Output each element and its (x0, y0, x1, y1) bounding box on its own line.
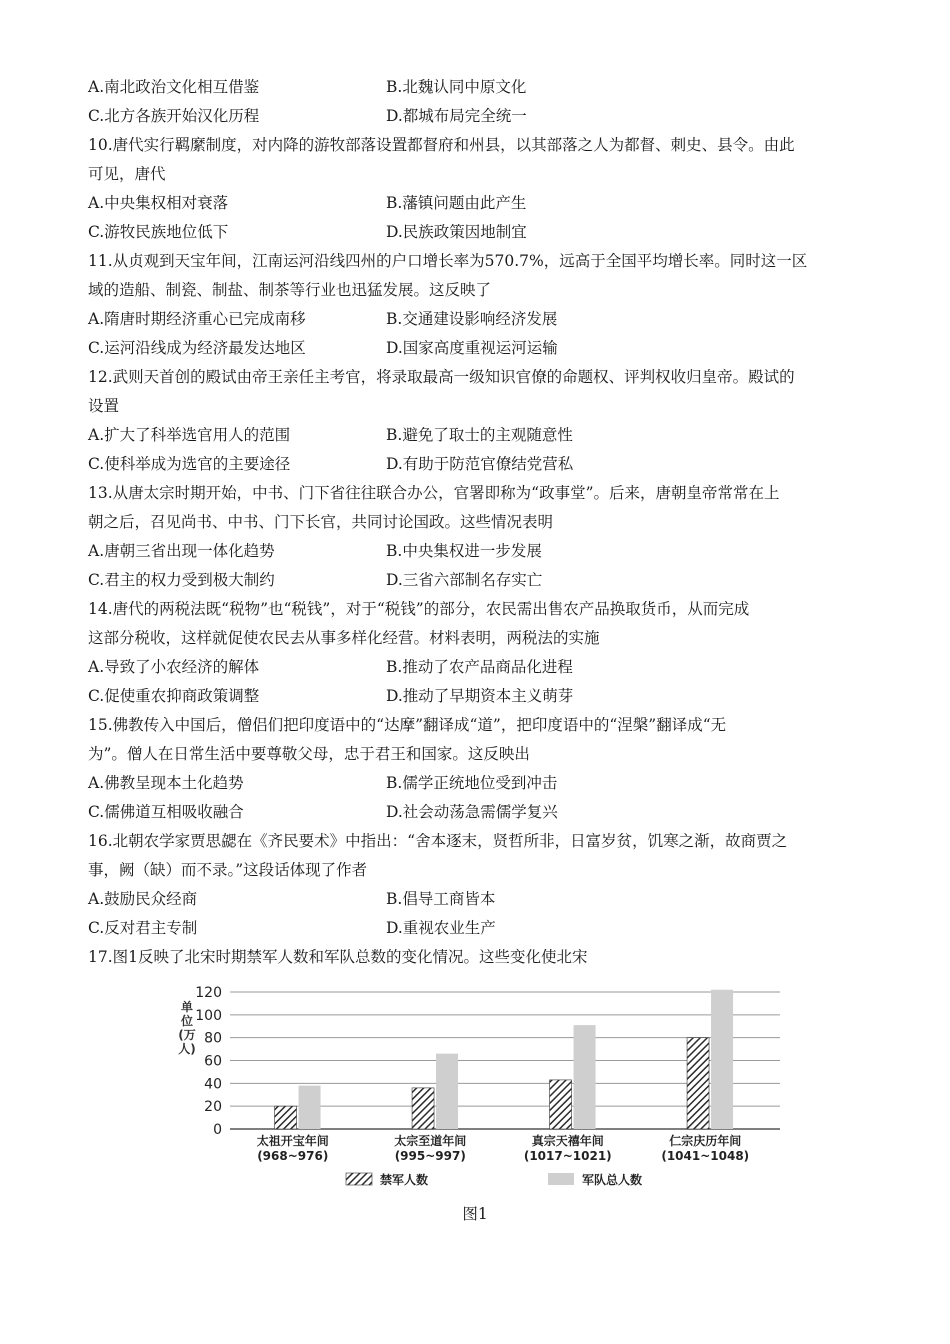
answer-option: B.推动了农产品商品化进程 (386, 658, 573, 676)
question-text-line: 14.唐代的两税法既“税物”也“税钱”，对于“税钱”的部分，农民需出售农产品换取货币，从而完成 (88, 600, 750, 618)
answer-option: D.国家高度重视运河运输 (386, 339, 558, 357)
bar-total-army (436, 1054, 458, 1129)
question-text-line: 11.从贞观到天宝年间，江南运河沿线四州的户口增长率为570.7%，远高于全国平均增长率。同时这一区 (88, 252, 808, 270)
legend-label: 禁军人数 (380, 1173, 429, 1187)
bar-total-army (299, 1086, 321, 1129)
option-row (88, 308, 868, 330)
answer-option: D.重视农业生产 (386, 919, 496, 937)
option-row (88, 76, 868, 98)
legend-swatch (548, 1173, 574, 1185)
option-row (88, 337, 868, 359)
answer-option: A.南北政治文化相互借鉴 (88, 78, 260, 96)
x-tick-sublabel: (1041~1048) (661, 1149, 750, 1163)
answer-option: B.藩镇问题由此产生 (386, 194, 527, 212)
question-text-line: 为”。僧人在日常生活中要尊敬父母，忠于君王和国家。这反映出 (88, 745, 530, 763)
option-row (88, 540, 868, 562)
y-tick-label: 60 (204, 1053, 222, 1070)
answer-option: C.反对君主专制 (88, 919, 198, 937)
question-text-line: 12.武则天首创的殿试由帝王亲任主考官，将录取最高一级知识官僚的命题权、评判权收归皇帝。殿试的 (88, 368, 795, 386)
answer-option: D.推动了早期资本主义萌芽 (386, 687, 574, 705)
chart-y-axis-label: 单位(万人) (178, 1000, 196, 1056)
bar-imperial-army (687, 1038, 709, 1129)
option-row (88, 772, 868, 794)
bar-total-army (574, 1025, 596, 1129)
question-text-line: 13.从唐太宗时期开始，中书、门下省往往联合办公，官署即称为“政事堂”。后来，唐朝皇帝常常在上 (88, 484, 780, 502)
legend-label: 军队总人数 (582, 1173, 643, 1187)
answer-option: C.促使重农抑商政策调整 (88, 687, 260, 705)
question-text-line: 设置 (88, 397, 120, 415)
option-row (88, 424, 868, 446)
question-text-line: 这部分税收，这样就促使农民去从事多样化经营。材料表明，两税法的实施 (88, 629, 600, 647)
question-text-line: 事，阙（缺）而不录。”这段话体现了作者 (88, 861, 368, 879)
y-tick-label: 20 (204, 1099, 222, 1116)
answer-option: B.儒学正统地位受到冲击 (386, 774, 558, 792)
y-tick-label: 100 (195, 1007, 222, 1024)
question-text-line: 15.佛教传入中国后，僧侣们把印度语中的“达摩”翻译成“道”，把印度语中的“涅槃”翻译成“无 (88, 716, 727, 734)
answer-option: C.使科举成为选官的主要途径 (88, 455, 291, 473)
answer-option: A.扩大了科举选官用人的范围 (88, 426, 291, 444)
answer-option: A.中央集权相对衰落 (88, 194, 229, 212)
option-row (88, 569, 868, 591)
answer-option: B.避免了取士的主观随意性 (386, 426, 573, 444)
military-size-bar-chart (168, 982, 788, 1192)
answer-option: D.社会动荡急需儒学复兴 (386, 803, 558, 821)
option-row (88, 917, 868, 939)
question-text-line: 朝之后，召见尚书、中书、门下长官，共同讨论国政。这些情况表明 (88, 513, 554, 531)
option-row (88, 221, 868, 243)
answer-option: B.交通建设影响经济发展 (386, 310, 558, 328)
answer-option: B.北魏认同中原文化 (386, 78, 527, 96)
answer-option: C.北方各族开始汉化历程 (88, 107, 260, 125)
option-row (88, 192, 868, 214)
answer-option: B.倡导工商皆本 (386, 890, 496, 908)
bar-imperial-army (550, 1080, 572, 1129)
question-text-line: 10.唐代实行羁縻制度，对内降的游牧部落设置都督府和州县，以其部落之人为都督、刺史、县令。由此 (88, 136, 795, 154)
legend-swatch (346, 1173, 372, 1185)
answer-option: D.有助于防范官僚结党营私 (386, 455, 574, 473)
x-tick-label: 太祖开宝年间 (256, 1134, 329, 1148)
answer-option: D.民族政策因地制宜 (386, 223, 527, 241)
x-tick-label: 太宗至道年间 (394, 1134, 467, 1148)
y-tick-label: 120 (195, 985, 222, 1001)
answer-option: D.三省六部制名存实亡 (386, 571, 543, 589)
question-text-line: 17.图1反映了北宋时期禁军人数和军队总数的变化情况。这些变化使北宋 (88, 948, 588, 966)
bar-imperial-army (275, 1106, 297, 1129)
answer-option: C.游牧民族地位低下 (88, 223, 229, 241)
y-tick-label: 40 (204, 1076, 222, 1093)
x-tick-label: 真宗天禧年间 (531, 1134, 604, 1148)
bar-total-army (711, 990, 733, 1129)
option-row (88, 685, 868, 707)
x-tick-label: 仁宗庆历年间 (669, 1134, 742, 1148)
answer-option: A.导致了小农经济的解体 (88, 658, 260, 676)
option-row (88, 888, 868, 910)
question-text-line: 16.北朝农学家贾思勰在《齐民要术》中指出：“舍本逐末，贤哲所非，日富岁贫，饥寒之渐，故商贾之 (88, 832, 788, 850)
answer-option: A.佛教呈现本土化趋势 (88, 774, 244, 792)
x-tick-sublabel: (1017~1021) (523, 1149, 612, 1163)
option-row (88, 453, 868, 475)
answer-option: A.唐朝三省出现一体化趋势 (88, 542, 275, 560)
answer-option: C.运河沿线成为经济最发达地区 (88, 339, 306, 357)
answer-option: A.鼓励民众经商 (88, 890, 198, 908)
answer-option: C.君主的权力受到极大制约 (88, 571, 275, 589)
option-row (88, 656, 868, 678)
figure-caption: 图1 (462, 1205, 488, 1223)
y-tick-label: 80 (204, 1030, 222, 1047)
y-tick-label: 0 (213, 1122, 222, 1138)
answer-option: C.儒佛道互相吸收融合 (88, 803, 244, 821)
answer-option: B.中央集权进一步发展 (386, 542, 542, 560)
answer-option: A.隋唐时期经济重心已完成南移 (88, 310, 306, 328)
option-row (88, 105, 868, 127)
bar-imperial-army (412, 1088, 434, 1129)
x-tick-sublabel: (968~976) (257, 1149, 329, 1163)
question-text-line: 可见，唐代 (88, 165, 166, 183)
question-text-line: 域的造船、制瓷、制盐、制茶等行业也迅猛发展。这反映了 (88, 281, 492, 299)
x-tick-sublabel: (995~997) (394, 1149, 466, 1163)
option-row (88, 801, 868, 823)
answer-option: D.都城布局完全统一 (386, 107, 527, 125)
